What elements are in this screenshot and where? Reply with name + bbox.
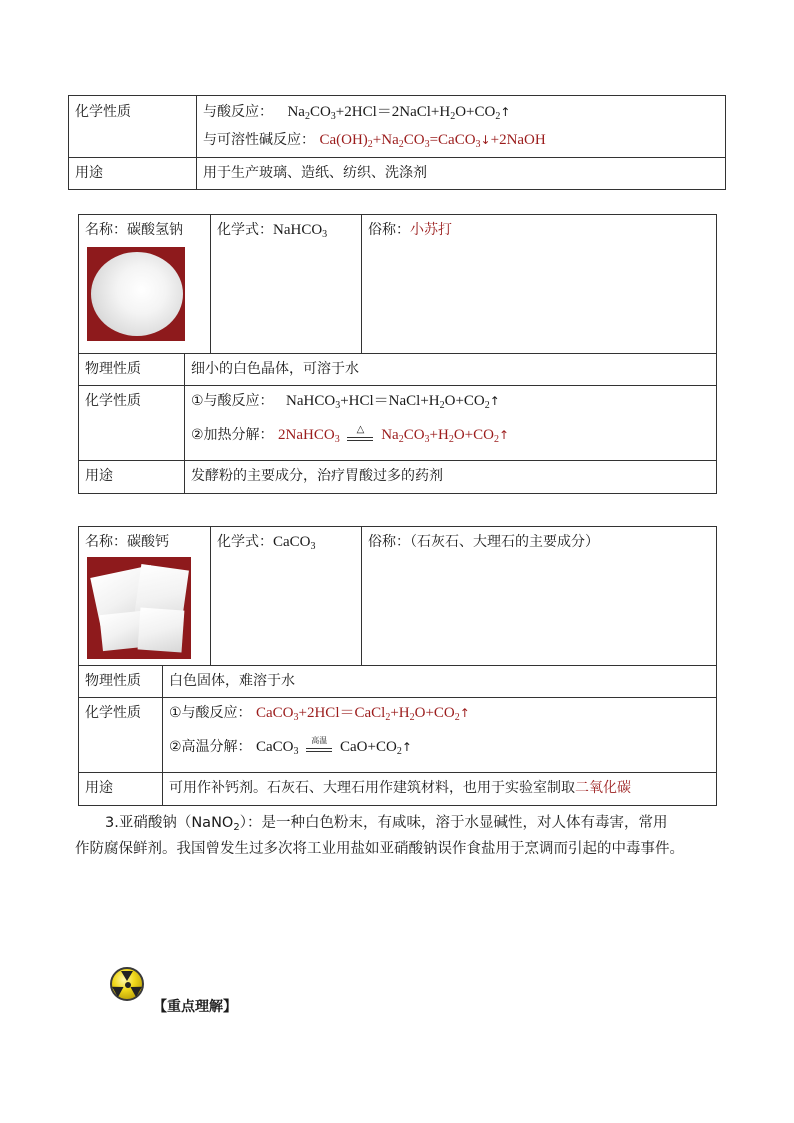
section-heading: 【重点理解】 — [153, 999, 237, 1015]
heat-equation: CaCO$_3$ 高温 $CaO+CO_2↑$ — [256, 735, 412, 757]
chem-property-content — [185, 386, 717, 461]
formula-cell: 化学式：CaCO$_3$ — [211, 527, 362, 666]
acid-reaction-line: ①与酸反应： $NaHCO_3+HCl=NaCl+H_2O+CO_2↑$ — [191, 393, 500, 411]
formula: CaCO$_3$ — [273, 534, 316, 552]
sodium-bicarbonate-table — [78, 214, 717, 494]
chem-property-label: 化学性质 — [69, 96, 197, 158]
name-cell — [79, 215, 211, 354]
compound-name: 名称：碳酸氢钠 — [85, 222, 183, 238]
compound-name: 名称：碳酸钙 — [85, 534, 169, 550]
use-text: 可用作补钙剂。石灰石、大理石用作建筑材料，也用于实验室制取二氧化碳 — [163, 773, 717, 806]
acid-equation: $NaHCO_3+HCl=NaCl+H_2O+CO_2↑$ — [286, 393, 500, 411]
heat-reaction-line: ②加热分解： 2NaHCO$_3$ △ $Na_2CO_3+H_2O+CO_2↑$ — [191, 423, 510, 445]
acid-reaction-line: ①与酸反应： $CaCO_3+2HCl=CaCl_2+H_2O+CO_2↑$ — [169, 705, 470, 723]
common-name-cell: 俗称：小苏打 — [362, 215, 717, 354]
paragraph-line-2: 作防腐保鲜剂。我国曾发生过多次将工业用盐如亚硝酸钠误作食盐用于烹调而引起的中毒事件。 — [75, 841, 684, 857]
chem-property-content — [163, 698, 717, 773]
heat-reaction-line: ②高温分解： CaCO$_3$ 高温 $CaO+CO_2↑$ — [169, 735, 412, 757]
phys-property-label: 物理性质 — [79, 354, 185, 386]
common-name-cell: 俗称：（石灰石、大理石的主要成分） — [362, 527, 717, 666]
base-equation: $Ca(OH)_2+Na_2CO_3=CaCO_3↓+2NaOH$ — [319, 132, 546, 150]
acid-equation: $Na_2CO_3+2HCl=2NaCl+H_2O+CO_2↑$ — [287, 104, 511, 122]
name-cell — [79, 527, 211, 666]
base-reaction-line — [203, 131, 719, 149]
chem-property-label: 化学性质 — [79, 386, 185, 461]
phys-property-text: 白色固体，难溶于水 — [163, 666, 717, 698]
chem-property-label: 化学性质 — [79, 698, 163, 773]
phys-property-label: 物理性质 — [79, 666, 163, 698]
calcium-carbonate-table — [78, 526, 717, 806]
formula: NaHCO$_3$ — [273, 222, 328, 240]
baking-soda-photo — [87, 247, 185, 341]
use-text: 用于生产玻璃、造纸、纺织、洗涤剂 — [197, 158, 726, 190]
sodium-carbonate-table — [68, 95, 726, 190]
heat-equation: 2NaHCO$_3$ △ $Na_2CO_3+H_2O+CO_2↑$ — [278, 423, 510, 445]
common-name: （石灰石、大理石的主要成分） — [410, 534, 599, 550]
formula-cell: 化学式：NaHCO$_3$ — [211, 215, 362, 354]
limestone-photo — [87, 557, 191, 659]
base-reaction-label: 与可溶性碱反应： — [203, 132, 315, 148]
sodium-nitrite-paragraph — [75, 810, 725, 862]
radiation-icon — [110, 967, 144, 1001]
phys-property-text: 细小的白色晶体，可溶于水 — [185, 354, 717, 386]
use-label: 用途 — [79, 773, 163, 806]
use-highlight: 二氧化碳 — [575, 780, 631, 796]
acid-equation: $CaCO_3+2HCl=CaCl_2+H_2O+CO_2↑$ — [256, 705, 470, 723]
chem-property-content — [197, 96, 726, 158]
use-label: 用途 — [69, 158, 197, 190]
acid-reaction-label: 与酸反应： — [203, 104, 273, 120]
use-text: 发酵粉的主要成分，治疗胃酸过多的药剂 — [185, 461, 717, 494]
acid-reaction-line — [203, 103, 719, 131]
common-name: 小苏打 — [410, 222, 452, 238]
heat-condition: 高温 — [305, 741, 333, 755]
heat-condition: △ — [346, 429, 374, 443]
use-label: 用途 — [79, 461, 185, 494]
paragraph-line-1: 3.亚硝酸钠（NaNO$_2$）：是一种白色粉末，有咸味，溶于水显碱性，对人体有毒害，常用 — [105, 815, 668, 833]
